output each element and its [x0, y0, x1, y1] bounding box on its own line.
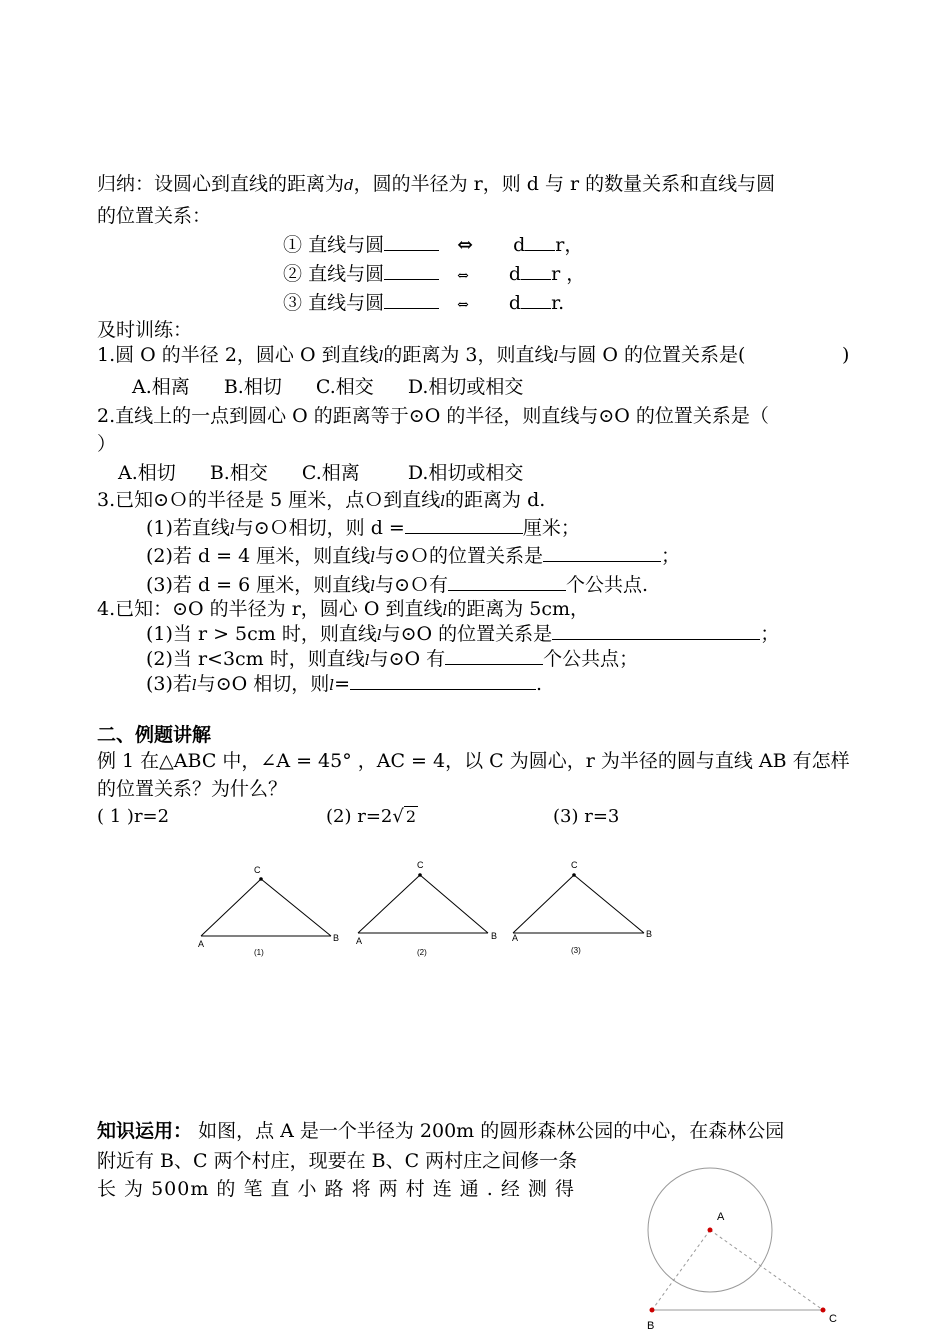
- practice-heading: 及时训练：: [97, 319, 193, 341]
- q3-s1-text-c: 厘米；: [522, 517, 580, 539]
- option-c[interactable]: C.相离: [301, 462, 360, 484]
- row-d: d: [508, 292, 522, 314]
- answer-blank[interactable]: [448, 572, 566, 591]
- summary-text-b: ，圆的半径为 r，则 d 与 r 的数量关系和直线与圆: [353, 173, 776, 195]
- label-a: A: [198, 939, 205, 949]
- answer-blank[interactable]: [384, 232, 439, 251]
- point-b-dot: [650, 1308, 655, 1313]
- sqrt-symbol: √ 2: [392, 806, 417, 827]
- row-text: 直线与圆: [308, 292, 385, 314]
- example-1-line-2: 的位置关系？为什么？: [97, 778, 288, 800]
- q4-sub-3: [146, 671, 542, 697]
- q3-s3-text-c: 个公共点.: [565, 574, 649, 596]
- line-l-variable: l: [329, 676, 335, 694]
- q3-text-a: 3.已知⊙Ｏ的半径是 5 厘米，点Ｏ到直线: [97, 489, 441, 511]
- answer-blank[interactable]: [405, 515, 523, 534]
- q3-sub-2: [146, 543, 680, 569]
- d-variable: d: [344, 176, 354, 194]
- q4-s3-text-d: .: [536, 673, 543, 695]
- line-l-variable: l: [553, 347, 559, 365]
- vertex-c-dot: [572, 873, 576, 877]
- side-ac: [201, 879, 261, 936]
- label-b: B: [646, 929, 653, 939]
- q1-text-b: 的距离为 3，则直线: [383, 344, 554, 366]
- q4-s1-text-b: 与⊙O 的位置关系是: [381, 623, 553, 645]
- summary-line-1: [97, 172, 775, 197]
- case-2-text: (2) r=2: [326, 806, 393, 827]
- q2-close-paren: ）: [97, 433, 117, 455]
- option-d[interactable]: D.相切或相交: [407, 462, 524, 484]
- answer-blank[interactable]: [384, 290, 439, 309]
- application-text-1: 如图，点 A 是一个半径为 200m 的圆形森林公园的中心，在森林公园: [198, 1120, 785, 1142]
- relation-blank[interactable]: [525, 232, 555, 251]
- segment-ab: [652, 1230, 710, 1310]
- q4-s2-text-b: 与⊙O 有: [369, 648, 446, 670]
- question-3: [97, 488, 545, 513]
- label-b: B: [333, 933, 340, 943]
- q3-sub-3: [146, 572, 648, 598]
- q4-sub-1: [146, 621, 779, 647]
- q2-options: [118, 461, 523, 485]
- question-1: [97, 343, 745, 368]
- vertex-c-dot: [259, 877, 263, 881]
- q3-s1-text-b: 与⊙Ｏ相切，则 d =: [234, 517, 405, 539]
- q1-text-a: 1.圆 O 的半径 2，圆心 O 到直线: [97, 344, 379, 366]
- row-r: r.: [551, 292, 565, 314]
- option-a[interactable]: A.相离: [132, 376, 190, 398]
- row-number: ①: [283, 234, 303, 256]
- row-r: r，: [555, 234, 584, 256]
- figure-caption: (1): [254, 948, 264, 957]
- case-2: [326, 805, 418, 829]
- equivalence-arrow-icon: ⇔: [457, 234, 474, 256]
- q4-s3-text-c: =: [334, 673, 351, 695]
- q4-sub-2: [146, 646, 638, 672]
- side-ac: [358, 875, 420, 933]
- line-l-variable: l: [370, 577, 376, 595]
- line-l-variable: l: [376, 626, 382, 644]
- label-c: C: [254, 865, 261, 875]
- row-number: ③: [283, 292, 303, 314]
- question-2: 2.直线上的一点到圆心 O 的距离等于⊙O 的半径，则直线与⊙O 的位置关系是（: [97, 405, 769, 427]
- relation-row-2: [283, 261, 585, 288]
- q4-s3-text-a: (3)若: [146, 673, 192, 695]
- label-c: C: [417, 860, 424, 870]
- line-l-variable: l: [229, 520, 235, 538]
- row-text: 直线与圆: [308, 263, 385, 285]
- equivalence-arrow-icon: ⇔: [457, 297, 469, 313]
- application-line-2: 附近有 B、C 两个村庄，现要在 B、C 两村庄之间修一条: [97, 1150, 578, 1172]
- relation-blank[interactable]: [521, 290, 551, 309]
- line-l-variable: l: [378, 347, 384, 365]
- q4-s3-text-b: 与⊙O 相切，则: [196, 673, 330, 695]
- option-c[interactable]: C.相交: [315, 376, 374, 398]
- q1-text-c: 与圆 O 的位置关系是(: [558, 344, 746, 366]
- answer-blank[interactable]: [543, 543, 661, 562]
- triangle-figures: [190, 855, 670, 965]
- row-d: d: [508, 263, 522, 285]
- q3-s3-text-b: 与⊙Ｏ有: [375, 574, 448, 596]
- q1-options: [132, 375, 523, 399]
- point-c-dot: [821, 1308, 826, 1313]
- park-figure: [630, 1150, 860, 1342]
- q4-s1-text-c: ；: [760, 623, 780, 645]
- point-a-dot: [708, 1228, 713, 1233]
- section-heading-examples: 二、例题讲解: [97, 724, 212, 746]
- sqrt-radicand: 2: [405, 807, 417, 826]
- label-c: C: [829, 1313, 837, 1325]
- side-cb: [574, 875, 644, 933]
- triangle-figure-1: [198, 865, 339, 957]
- option-a[interactable]: A.相切: [118, 462, 176, 484]
- q4-text-b: 的距离为 5cm，: [447, 598, 590, 620]
- q4-text-a: 4.已知：⊙O 的半径为 r，圆心 O 到直线: [97, 598, 443, 620]
- summary-line-2: 的位置关系：: [97, 205, 212, 227]
- q3-s1-text-a: (1)若直线: [146, 517, 230, 539]
- label-a: A: [512, 933, 519, 943]
- application-line-1: [97, 1119, 784, 1143]
- label-b: B: [491, 931, 498, 941]
- q4-s2-text-c: 个公共点；: [543, 648, 639, 670]
- answer-blank[interactable]: [552, 621, 760, 640]
- application-line-3: 长 为 500m 的 笔 直 小 路 将 两 村 连 通 . 经 测 得: [97, 1178, 575, 1200]
- case-3: (3) r=3: [553, 806, 620, 827]
- line-l-variable: l: [370, 548, 376, 566]
- option-d[interactable]: D.相切或相交: [407, 376, 524, 398]
- side-cb: [420, 875, 488, 933]
- side-ac: [513, 875, 574, 933]
- option-b[interactable]: B.相切: [223, 376, 282, 398]
- label-c: C: [571, 860, 578, 870]
- equivalence-arrow-icon: ⇔: [457, 268, 469, 284]
- triangle-figure-2: [356, 860, 497, 957]
- line-l-variable: l: [364, 651, 370, 669]
- option-b[interactable]: B.相交: [209, 462, 268, 484]
- figure-caption: (2): [417, 948, 427, 957]
- line-l-variable: l: [440, 492, 446, 510]
- relation-blank[interactable]: [521, 261, 551, 280]
- line-l-variable: l: [191, 676, 197, 694]
- q3-s2-text-c: ；: [660, 545, 680, 567]
- q1-close-paren: ): [842, 344, 850, 366]
- row-r: r ，: [551, 263, 586, 285]
- answer-blank[interactable]: [445, 646, 543, 665]
- example-1-line-1: 例 1 在△ABC 中，∠A = 45° ，AC = 4，以 C 为圆心，r 为半径的圆与直线 AB 有怎样: [97, 750, 850, 772]
- relation-row-1: [283, 232, 583, 257]
- question-4: [97, 597, 589, 622]
- q3-s3-text-a: (3)若 d = 6 厘米，则直线: [146, 574, 371, 596]
- q3-s2-text-a: (2)若 d = 4 厘米，则直线: [146, 545, 371, 567]
- figure-caption: (3): [571, 946, 581, 955]
- answer-blank[interactable]: [350, 671, 536, 690]
- line-l-variable: l: [442, 601, 448, 619]
- vertex-c-dot: [418, 873, 422, 877]
- answer-blank[interactable]: [384, 261, 439, 280]
- side-cb: [261, 879, 331, 936]
- row-text: 直线与圆: [308, 234, 385, 256]
- label-b: B: [647, 1320, 655, 1332]
- summary-text-a: 归纳：设圆心到直线的距离为: [97, 173, 345, 195]
- q4-s1-text-a: (1)当 r > 5cm 时，则直线: [146, 623, 377, 645]
- q4-s2-text-a: (2)当 r<3cm 时，则直线: [146, 648, 365, 670]
- segment-ac: [710, 1230, 823, 1310]
- application-label: 知识运用：: [97, 1120, 193, 1142]
- triangle-figure-3: [512, 860, 652, 955]
- q3-text-b: 的距离为 d.: [445, 489, 546, 511]
- label-a: A: [356, 936, 363, 946]
- relation-row-3: [283, 290, 564, 317]
- case-1: ( 1 )r=2: [97, 806, 170, 827]
- row-d: d: [513, 234, 526, 256]
- label-a: A: [717, 1211, 725, 1223]
- q3-s2-text-b: 与⊙Ｏ的位置关系是: [375, 545, 543, 567]
- row-number: ②: [283, 263, 303, 285]
- q3-sub-1: [146, 515, 580, 541]
